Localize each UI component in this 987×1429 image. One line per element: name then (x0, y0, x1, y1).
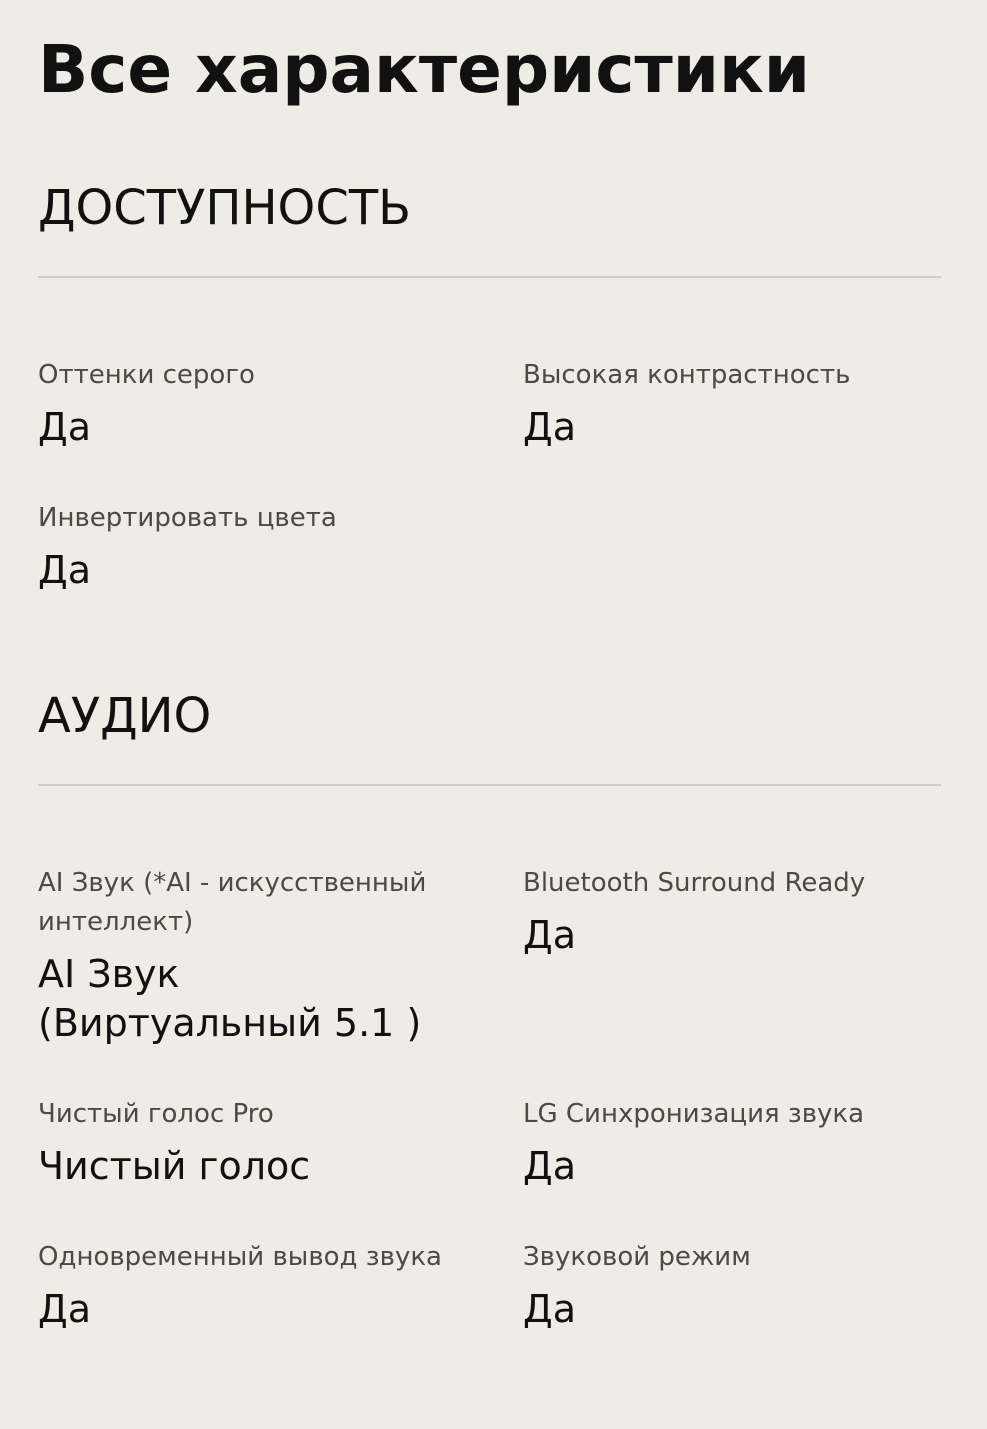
spec-value: Да (38, 548, 91, 592)
spec-high-contrast (523, 356, 943, 452)
spec-value: Да (523, 1287, 576, 1331)
spec-value: Да (523, 405, 576, 449)
spec-simultaneous-output (38, 1238, 458, 1334)
spec-value: Да (523, 1144, 576, 1188)
spec-value: AI Звук (Виртуальный 5.1 ) (38, 952, 422, 1045)
spec-value: Да (38, 405, 91, 449)
spec-label: Оттенки серого (38, 360, 255, 390)
spec-lg-sound-sync (523, 1095, 943, 1191)
spec-sound-mode (523, 1238, 943, 1334)
section-divider (38, 784, 941, 786)
section-title-accessibility: ДОСТУПНОСТЬ (38, 180, 412, 236)
spec-value: Да (523, 913, 576, 957)
spec-label: Bluetooth Surround Ready (523, 868, 866, 898)
spec-ai-sound (38, 864, 458, 1048)
spec-grayscale (38, 356, 458, 452)
spec-invert-colors (38, 499, 458, 595)
section-divider (38, 276, 941, 278)
spec-label: Одновременный вывод звука (38, 1242, 442, 1272)
spec-clear-voice (38, 1095, 458, 1191)
spec-label: Чистый голос Pro (38, 1099, 274, 1129)
spec-value: Чистый голос (38, 1144, 311, 1188)
section-title-audio: АУДИО (38, 688, 212, 744)
spec-label: Высокая контрастность (523, 360, 851, 390)
spec-label: AI Звук (*AI - искусственный интеллект) (38, 868, 427, 937)
page-title: Все характеристики (38, 31, 811, 108)
spec-label: Инвертировать цвета (38, 503, 337, 533)
spec-value: Да (38, 1287, 91, 1331)
spec-bluetooth-surround (523, 864, 943, 960)
spec-label: LG Синхронизация звука (523, 1099, 865, 1129)
spec-label: Звуковой режим (523, 1242, 751, 1272)
